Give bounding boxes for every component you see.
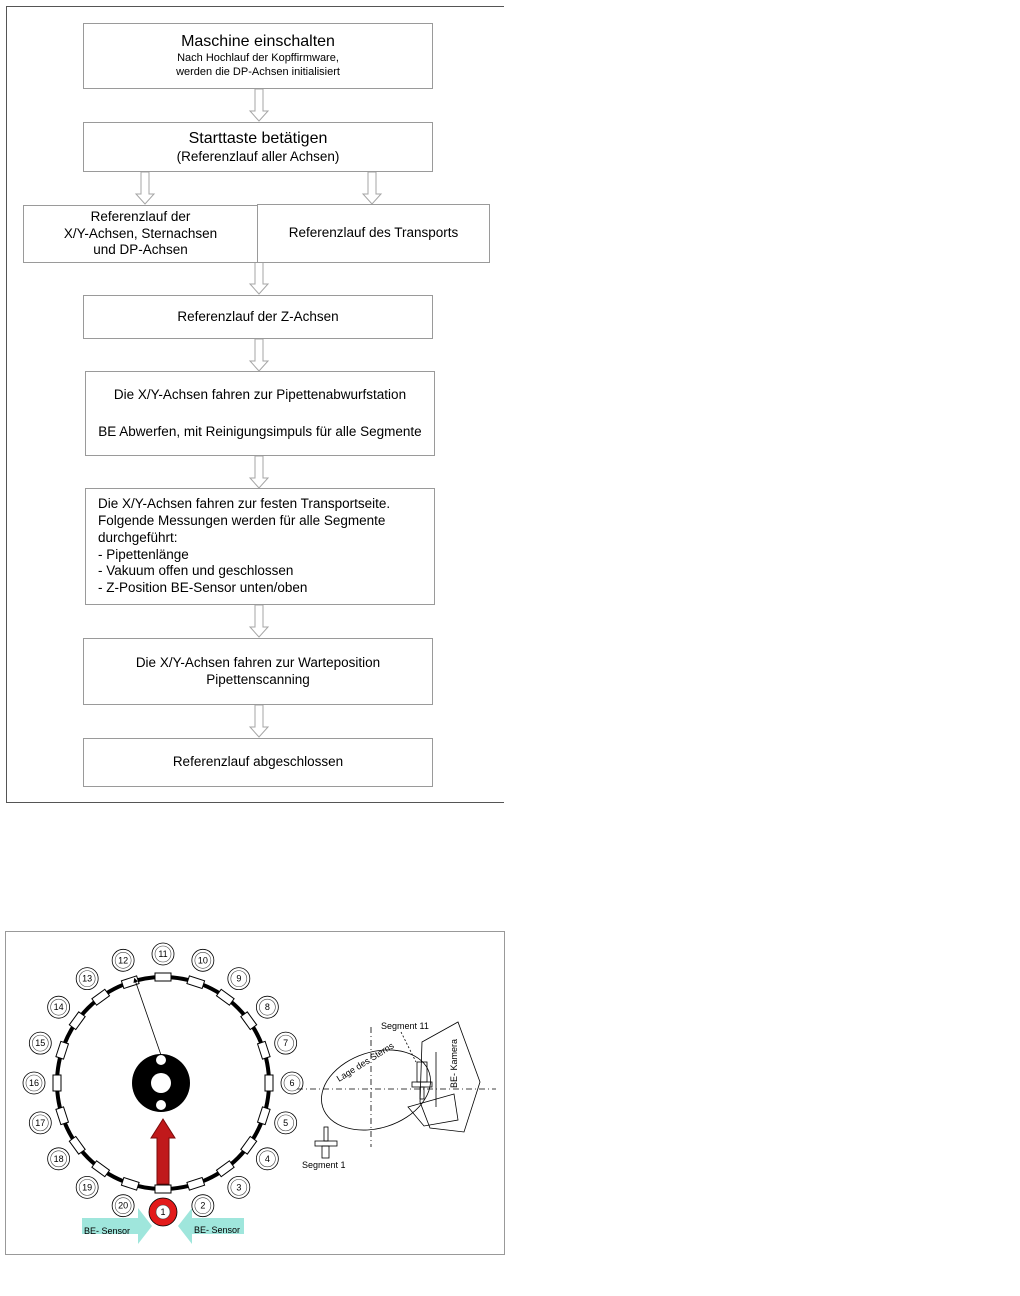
segment-number: 2 xyxy=(200,1200,206,1211)
segment-number: 14 xyxy=(53,1002,64,1013)
step-text: Referenzlauf der Z-Achsen xyxy=(177,308,339,324)
flow-arrow xyxy=(250,339,268,371)
segment-diagram xyxy=(6,932,504,1254)
segment11-leader xyxy=(401,1032,416,1062)
flow-arrow xyxy=(250,89,268,121)
step-text: - Z-Position BE-Sensor unten/oben xyxy=(98,580,308,596)
flow-arrow xyxy=(250,705,268,737)
segment1-tip xyxy=(322,1146,329,1158)
segment-number: 13 xyxy=(82,973,93,984)
step-press-start xyxy=(83,122,433,172)
step-text: Folgende Messungen werden für alle Segmente xyxy=(98,512,386,528)
hub-mark-bottom xyxy=(156,1100,166,1110)
step-text: BE Abwerfen, mit Reinigungsimpuls für alle Segmente xyxy=(98,423,422,439)
label-camera: BE- Kamera xyxy=(449,1038,459,1088)
step-text: Die X/Y-Achsen fahren zur Pipettenabwurfstation xyxy=(113,386,407,402)
segment-number: 1 xyxy=(160,1207,166,1217)
hub-mark-top xyxy=(156,1055,166,1065)
segment-number: 20 xyxy=(118,1200,129,1211)
flow-arrow xyxy=(250,605,268,637)
segment-number: 6 xyxy=(289,1078,295,1088)
segment-socket xyxy=(53,1075,61,1091)
segment-number: 7 xyxy=(283,1038,289,1049)
step-text: Nach Hochlauf der Kopffirmware, xyxy=(177,52,339,65)
segment-number: 19 xyxy=(82,1182,93,1193)
step-wait-position xyxy=(83,638,433,705)
step-text: und DP-Achsen xyxy=(93,242,188,258)
step-text: - Pipettenlänge xyxy=(98,546,189,562)
label-segment-11: Segment 11 xyxy=(381,1021,429,1031)
segment-number: 9 xyxy=(236,973,242,984)
segment-socket xyxy=(155,1185,171,1193)
segment1-pipette xyxy=(324,1127,328,1141)
segment-number: 16 xyxy=(28,1078,40,1088)
step-reference-axes xyxy=(23,205,258,263)
step-text: Referenzlauf abgeschlossen xyxy=(172,754,344,770)
step-text: Die X/Y-Achsen fahren zur Warteposition xyxy=(135,654,381,670)
segment1-holder xyxy=(315,1141,337,1146)
step-text: X/Y-Achsen, Sternachsen xyxy=(63,225,218,241)
segment-socket xyxy=(155,973,171,981)
segment-number: 3 xyxy=(236,1182,242,1193)
segment11-holder xyxy=(412,1082,432,1087)
hub-hole xyxy=(151,1073,171,1093)
step-title: Maschine einschalten xyxy=(181,33,335,51)
segment-number: 4 xyxy=(264,1153,270,1164)
step-text: Referenzlauf des Transports xyxy=(288,225,459,241)
step-text: Referenzlauf der xyxy=(90,208,191,224)
label-star-position: Lage des Sterns xyxy=(334,1040,396,1084)
segment-number: 12 xyxy=(118,955,129,966)
segment-socket xyxy=(265,1075,273,1091)
step-reference-z xyxy=(83,295,433,339)
sensor-label-right: BE- Sensor xyxy=(194,1225,241,1235)
step-text: Die X/Y-Achsen fahren zur festen Transportseite. xyxy=(98,495,391,511)
segment-number: 11 xyxy=(158,949,168,959)
step-text: Pipettenscanning xyxy=(206,671,310,687)
flow-arrow xyxy=(363,172,381,204)
step-title: Starttaste betätigen xyxy=(188,129,328,147)
step-text: (Referenzlauf aller Achsen) xyxy=(176,148,340,164)
step-machine-on xyxy=(83,23,433,89)
camera-schematic xyxy=(297,1022,496,1158)
step-reference-transport xyxy=(257,204,490,263)
step-text: - Vakuum offen und geschlossen xyxy=(98,563,294,579)
step-text: werden die DP-Achsen initialisiert xyxy=(176,66,340,78)
step-pipette-drop xyxy=(85,371,435,456)
segment-number: 18 xyxy=(53,1153,64,1164)
sensor-label-left: BE- Sensor xyxy=(84,1226,131,1236)
segment-number: 8 xyxy=(264,1002,270,1013)
flow-arrow xyxy=(250,262,268,294)
flow-arrow xyxy=(136,172,154,204)
segment-diagram-panel xyxy=(5,931,505,1255)
segment-number: 5 xyxy=(283,1117,289,1128)
segment-number: 17 xyxy=(35,1117,46,1128)
segment-number: 10 xyxy=(197,955,208,966)
step-complete xyxy=(83,738,433,787)
flow-arrow xyxy=(250,456,268,488)
step-measurements xyxy=(85,488,435,605)
label-segment-1: Segment 1 xyxy=(302,1160,346,1170)
segment-number: 15 xyxy=(35,1038,46,1049)
step-text: durchgeführt: xyxy=(98,529,178,545)
